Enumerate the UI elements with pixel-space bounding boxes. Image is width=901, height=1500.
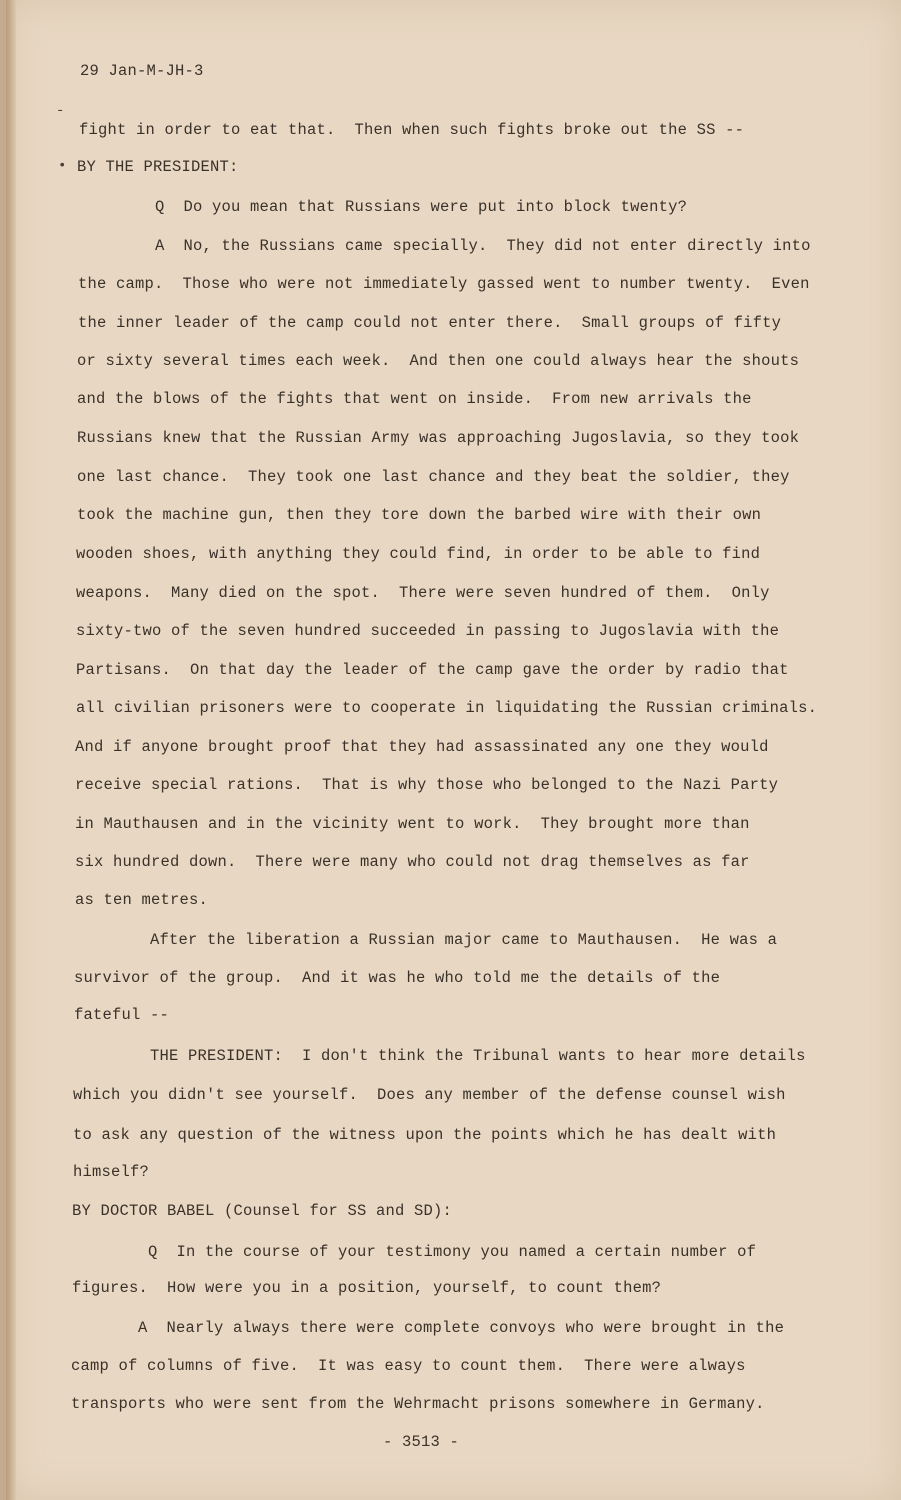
question-line: Q In the course of your testimony you named a certain number of (148, 1243, 757, 1261)
text-line: in Mauthausen and in the vicinity went to work. They brought more than (75, 815, 750, 833)
page-number: - 3513 - (383, 1433, 460, 1451)
margin-mark: - (56, 103, 65, 119)
text-line: weapons. Many died on the spot. There were seven hundred of them. Only (76, 584, 770, 602)
speaker-heading: BY THE PRESIDENT: (77, 158, 239, 176)
text-line: as ten metres. (75, 891, 209, 909)
text-line: survivor of the group. And it was he who told me the details of the (74, 969, 721, 987)
text-line: transports who were sent from the Wehrmacht prisons somewhere in Germany. (71, 1395, 765, 1413)
page-header: 29 Jan-M-JH-3 (80, 62, 204, 80)
text-line: six hundred down. There were many who could not drag themselves as far (75, 853, 750, 871)
speaker-line: THE PRESIDENT: I don't think the Tribunal wants to hear more details (150, 1047, 806, 1065)
text-line: Russians knew that the Russian Army was approaching Jugoslavia, so they took (77, 429, 800, 447)
text-line: which you didn't see yourself. Does any member of the defense counsel wish (73, 1086, 786, 1104)
speaker-heading: BY DOCTOR BABEL (Counsel for SS and SD): (72, 1202, 453, 1220)
answer-line: A No, the Russians came specially. They did not enter directly into (155, 237, 811, 255)
text-line: camp of columns of five. It was easy to count them. There were always (71, 1357, 746, 1375)
text-line: or sixty several times each week. And then one could always hear the shouts (77, 352, 800, 370)
text-line: himself? (73, 1163, 150, 1181)
text-line: all civilian prisoners were to cooperate in liquidating the Russian criminals. (76, 699, 818, 717)
text-line: After the liberation a Russian major came to Mauthausen. He was a (150, 931, 778, 949)
text-line: sixty-two of the seven hundred succeeded in passing to Jugoslavia with the (76, 622, 780, 640)
text-line: fight in order to eat that. Then when such fights broke out the SS -- (79, 121, 745, 139)
text-line: receive special rations. That is why those who belonged to the Nazi Party (75, 776, 779, 794)
text-line: the inner leader of the camp could not enter there. Small groups of fifty (78, 314, 782, 332)
text-line: to ask any question of the witness upon the points which he has dealt with (73, 1126, 777, 1144)
answer-line: A Nearly always there were complete convoys who were brought in the (138, 1319, 785, 1337)
question-line: Q Do you mean that Russians were put into block twenty? (155, 198, 688, 216)
text-line: took the machine gun, then they tore down the barbed wire with their own (77, 506, 762, 524)
text-line: And if anyone brought proof that they had assassinated any one they would (75, 738, 769, 756)
text-line: fateful -- (74, 1006, 170, 1024)
text-line: one last chance. They took one last chance and they beat the soldier, they (77, 468, 790, 486)
text-line: Partisans. On that day the leader of the camp gave the order by radio that (76, 661, 789, 679)
text-line: figures. How were you in a position, yourself, to count them? (72, 1279, 662, 1297)
page-edge (6, 0, 16, 1500)
text-line: the camp. Those who were not immediately gassed went to number twenty. Even (78, 275, 810, 293)
text-line: wooden shoes, with anything they could find, in order to be able to find (76, 545, 761, 563)
margin-bullet: • (58, 158, 67, 174)
text-line: and the blows of the fights that went on inside. From new arrivals the (77, 390, 752, 408)
